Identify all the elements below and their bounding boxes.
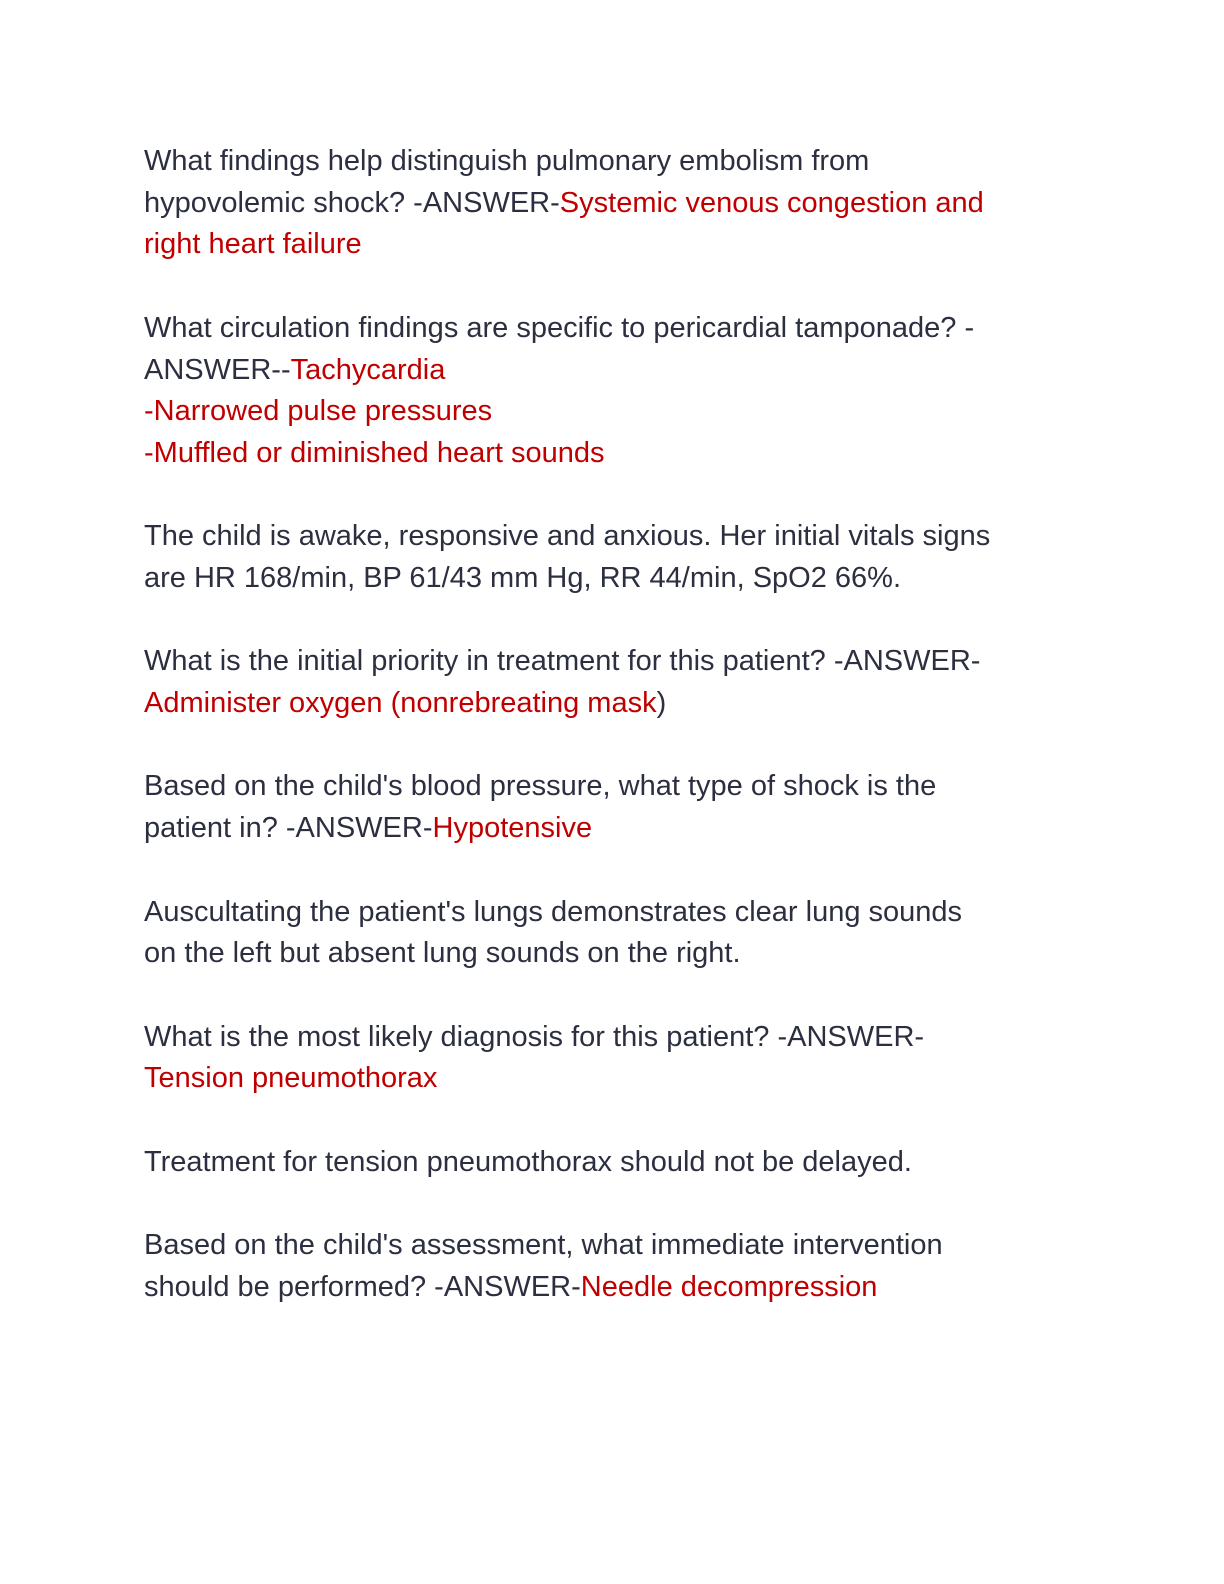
text-line (144, 1142, 1084, 1184)
answer-text: Hypotensive (432, 812, 593, 845)
question-text: on the left but absent lung sounds on the right. (144, 937, 741, 970)
answer-text: right heart failure (144, 228, 362, 261)
question-text: Treatment for tension pneumothorax should not be delayed. (144, 1145, 912, 1178)
text-line (144, 224, 1084, 266)
answer-text: Administer oxygen (nonrebreating mask (144, 687, 657, 720)
text-line (144, 1017, 1084, 1059)
answer-text: Tachycardia (290, 353, 446, 386)
question-text: patient in? -ANSWER- (144, 812, 433, 845)
qa-block (144, 516, 1084, 599)
answer-text: Tension pneumothorax (144, 1062, 438, 1095)
text-line (144, 933, 1084, 975)
text-line (144, 308, 1084, 350)
question-text: Based on the child's blood pressure, what type of shock is the (144, 770, 937, 803)
document-page (144, 141, 1084, 1350)
answer-text: -Narrowed pulse pressures (144, 395, 493, 428)
question-text: What circulation findings are specific to pericardial tamponade? - (144, 311, 975, 344)
answer-text: -Muffled or diminished heart sounds (144, 436, 605, 469)
question-text: What is the most likely diagnosis for this patient? -ANSWER- (144, 1020, 925, 1053)
qa-block (144, 308, 1084, 475)
qa-block (144, 1225, 1084, 1308)
text-line (144, 1225, 1084, 1267)
question-text: What findings help distinguish pulmonary embolism from (144, 145, 870, 177)
qa-block (144, 766, 1084, 849)
qa-block (144, 1017, 1084, 1100)
text-line (144, 683, 1084, 725)
qa-block (144, 641, 1084, 724)
text-line (144, 1058, 1084, 1100)
text-line (144, 391, 1084, 433)
text-line (144, 1267, 1084, 1309)
qa-block (144, 1142, 1084, 1184)
question-text: should be performed? -ANSWER- (144, 1270, 581, 1303)
text-line (144, 350, 1084, 392)
question-text: The child is awake, responsive and anxious. Her initial vitals signs (144, 520, 991, 553)
text-line (144, 516, 1084, 558)
question-text: Based on the child's assessment, what immediate intervention (144, 1229, 943, 1262)
question-text: are HR 168/min, BP 61/43 mm Hg, RR 44/min, SpO2 66%. (144, 562, 902, 594)
text-line (144, 141, 1084, 183)
text-line (144, 641, 1084, 683)
text-line (144, 766, 1084, 808)
question-text: ANSWER-- (144, 353, 291, 386)
text-line (144, 808, 1084, 850)
qa-block (144, 141, 1084, 266)
answer-text: Needle decompression (580, 1270, 878, 1303)
answer-text: Systemic venous congestion and (559, 186, 984, 219)
text-line (144, 433, 1084, 475)
question-text: What is the initial priority in treatment for this patient? -ANSWER- (144, 645, 981, 678)
question-text: hypovolemic shock? -ANSWER- (144, 186, 560, 219)
text-line (144, 892, 1084, 934)
question-text: ) (656, 687, 667, 720)
question-text: Auscultating the patient's lungs demonstrates clear lung sounds (144, 895, 963, 928)
text-line (144, 558, 1084, 600)
qa-block (144, 892, 1084, 975)
text-line (144, 183, 1084, 225)
